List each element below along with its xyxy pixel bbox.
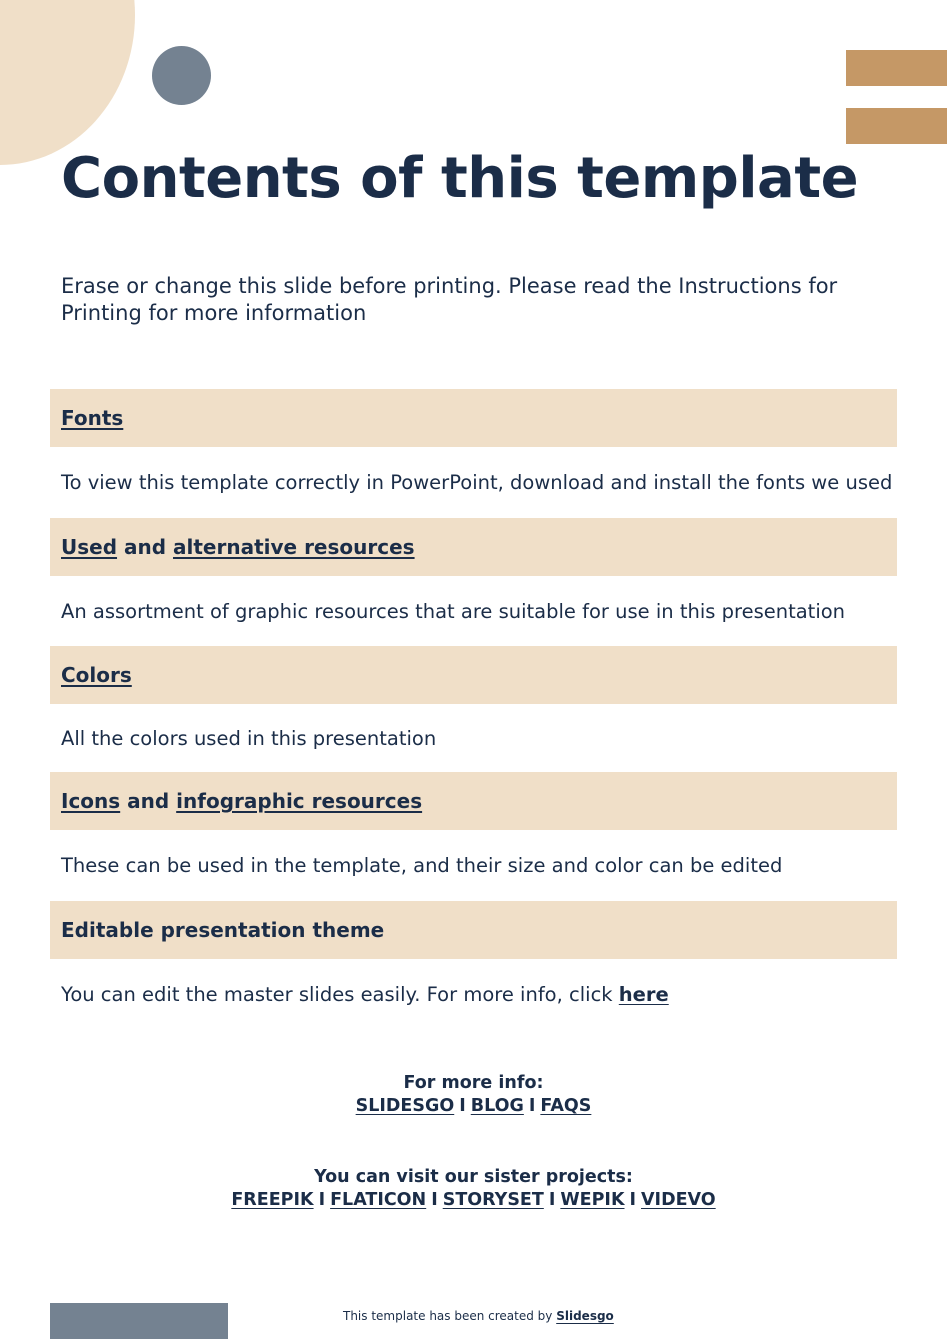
section-fonts-header xyxy=(50,389,897,447)
more-info-block xyxy=(0,1072,947,1118)
here-link[interactable]: here xyxy=(618,983,669,1006)
section-icons-title xyxy=(61,772,422,830)
section-theme-desc xyxy=(61,981,669,1009)
section-icons-header xyxy=(50,772,897,830)
wepik-link[interactable]: WEPIK xyxy=(560,1190,625,1210)
credit-text: This template has been created by xyxy=(343,1309,557,1323)
decorative-tan-bar-top xyxy=(846,50,947,86)
blog-link[interactable]: BLOG xyxy=(470,1096,524,1116)
section-colors-desc: All the colors used in this presentation xyxy=(61,727,437,750)
faqs-link[interactable]: FAQS xyxy=(540,1096,592,1116)
infographic-resources-link[interactable]: infographic resources xyxy=(176,789,423,813)
flaticon-link[interactable]: FLATICON xyxy=(330,1190,427,1210)
separator: I xyxy=(548,1190,556,1210)
section-resources-title xyxy=(61,518,415,576)
theme-desc-text: You can edit the master slides easily. For more info, click xyxy=(61,983,619,1006)
page-title: Contents of this template xyxy=(61,146,859,211)
resources-and-text: and xyxy=(117,535,174,559)
decorative-tan-bar-bottom xyxy=(846,108,947,144)
section-fonts-desc: To view this template correctly in PowerPoint, download and install the fonts we used xyxy=(61,471,893,494)
credit-slidesgo-link[interactable]: Slidesgo xyxy=(556,1309,614,1323)
more-info-links xyxy=(0,1095,947,1118)
fonts-link[interactable]: Fonts xyxy=(61,406,124,430)
freepik-link[interactable]: FREEPIK xyxy=(231,1190,314,1210)
separator: I xyxy=(528,1096,536,1116)
icons-and-text: and xyxy=(120,789,177,813)
section-theme-title: Editable presentation theme xyxy=(61,918,385,942)
colors-link[interactable]: Colors xyxy=(61,663,132,687)
decorative-slate-dot xyxy=(152,46,211,105)
decorative-slate-rect xyxy=(50,1303,228,1339)
section-icons-desc: These can be used in the template, and their size and color can be edited xyxy=(61,854,783,877)
section-resources-header xyxy=(50,518,897,576)
credit-line xyxy=(343,1309,614,1323)
section-fonts-title xyxy=(61,389,123,447)
storyset-link[interactable]: STORYSET xyxy=(442,1190,544,1210)
slidesgo-link[interactable]: SLIDESGO xyxy=(355,1096,455,1116)
videvo-link[interactable]: VIDEVO xyxy=(641,1190,716,1210)
used-resources-link[interactable]: Used xyxy=(61,535,118,559)
sister-projects-links xyxy=(0,1189,947,1212)
decorative-beige-circle xyxy=(0,0,135,165)
sister-projects-block xyxy=(0,1166,947,1212)
icons-link[interactable]: Icons xyxy=(61,789,121,813)
sister-projects-label: You can visit our sister projects: xyxy=(314,1167,633,1187)
separator: I xyxy=(629,1190,637,1210)
separator: I xyxy=(431,1190,438,1210)
intro-text: Erase or change this slide before printing. Please read the Instructions for Printing for more information xyxy=(61,274,838,325)
section-resources-desc: An assortment of graphic resources that are suitable for use in this presentation xyxy=(61,600,846,623)
section-colors-title xyxy=(61,646,132,704)
section-colors-header xyxy=(50,646,897,704)
separator: I xyxy=(459,1096,466,1116)
section-theme-header xyxy=(50,901,897,959)
separator: I xyxy=(318,1190,326,1210)
alternative-resources-link[interactable]: alternative resources xyxy=(173,535,415,559)
more-info-label: For more info: xyxy=(403,1073,544,1093)
